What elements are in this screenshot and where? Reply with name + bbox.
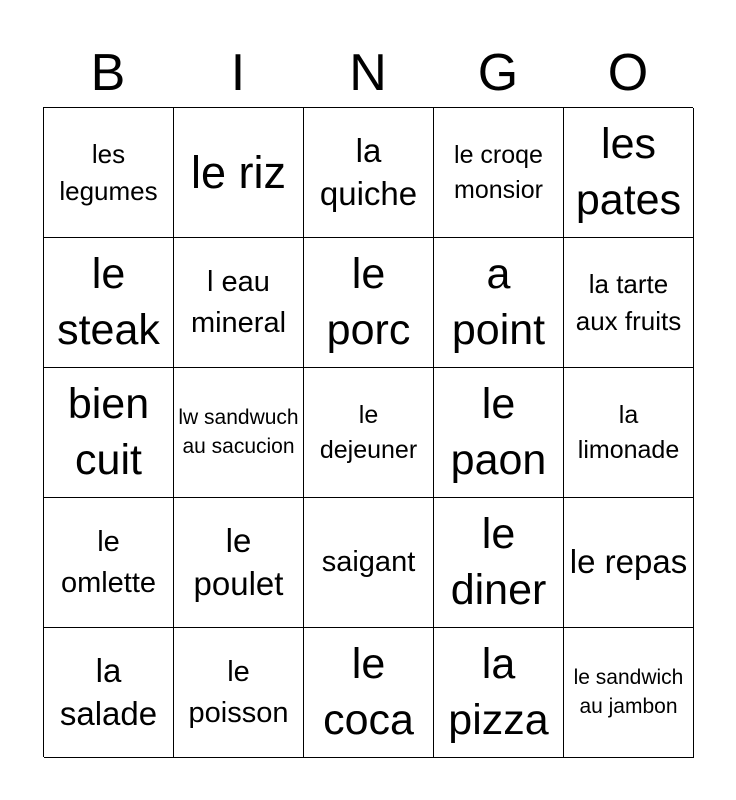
bingo-cell[interactable] [564, 498, 694, 628]
header-letter-b: B [90, 44, 126, 102]
cell-text: la pizza [448, 639, 549, 744]
bingo-cell[interactable] [304, 108, 434, 238]
cell-text: le riz [190, 146, 286, 198]
bingo-cell[interactable] [304, 498, 434, 628]
bingo-cell[interactable] [44, 238, 174, 368]
cell-text: bien cuit [67, 379, 150, 484]
cell-text: la limonade [577, 400, 680, 464]
cell-text: les pates [575, 119, 682, 224]
header-letter-i: I [230, 44, 246, 102]
bingo-board [43, 107, 693, 757]
cell-text: le sandwich au jambon [573, 666, 684, 718]
bingo-cell[interactable] [434, 628, 564, 758]
header-letter-n: N [349, 44, 387, 102]
cell-text: la quiche [319, 131, 418, 212]
bingo-cell[interactable] [44, 628, 174, 758]
bingo-cell[interactable] [304, 368, 434, 498]
cell-text: le poulet [193, 521, 284, 602]
header-letter-o: O [607, 44, 649, 102]
bingo-cell[interactable] [174, 628, 304, 758]
cell-text: le diner [450, 509, 547, 614]
bingo-cell[interactable] [174, 108, 304, 238]
cell-text: saigant [321, 546, 416, 579]
cell-text: le repas [569, 543, 688, 581]
cell-text: la tarte aux fruits [575, 269, 682, 336]
bingo-cell[interactable] [434, 368, 564, 498]
cell-text: lw sandwuch au sacucion [178, 406, 299, 458]
bingo-header [43, 38, 693, 108]
bingo-cell[interactable] [434, 498, 564, 628]
cell-text: le paon [450, 379, 547, 484]
bingo-cell[interactable] [174, 238, 304, 368]
bingo-cell[interactable] [564, 238, 694, 368]
bingo-cell[interactable] [564, 108, 694, 238]
bingo-cell[interactable] [44, 498, 174, 628]
bingo-cell[interactable] [304, 628, 434, 758]
bingo-cell[interactable] [434, 238, 564, 368]
bingo-cell[interactable] [434, 108, 564, 238]
bingo-cell[interactable] [304, 238, 434, 368]
bingo-cell[interactable] [44, 368, 174, 498]
cell-text: les legumes [59, 139, 158, 206]
cell-text: a point [451, 249, 546, 354]
bingo-cell[interactable] [174, 368, 304, 498]
cell-text: l eau mineral [190, 265, 287, 339]
bingo-cell[interactable] [564, 368, 694, 498]
cell-text: le croqe monsior [454, 140, 543, 204]
bingo-cell[interactable] [44, 108, 174, 238]
header-letter-g: G [477, 44, 519, 102]
cell-text: le steak [57, 249, 160, 354]
cell-text: le dejeuner [319, 400, 418, 464]
cell-text: le porc [326, 249, 411, 354]
cell-text: la salade [59, 651, 158, 732]
cell-text: le coca [323, 639, 414, 744]
cell-text: le omlette [60, 525, 157, 599]
cell-text: le poisson [188, 655, 289, 729]
bingo-cell[interactable] [174, 498, 304, 628]
bingo-cell[interactable] [564, 628, 694, 758]
